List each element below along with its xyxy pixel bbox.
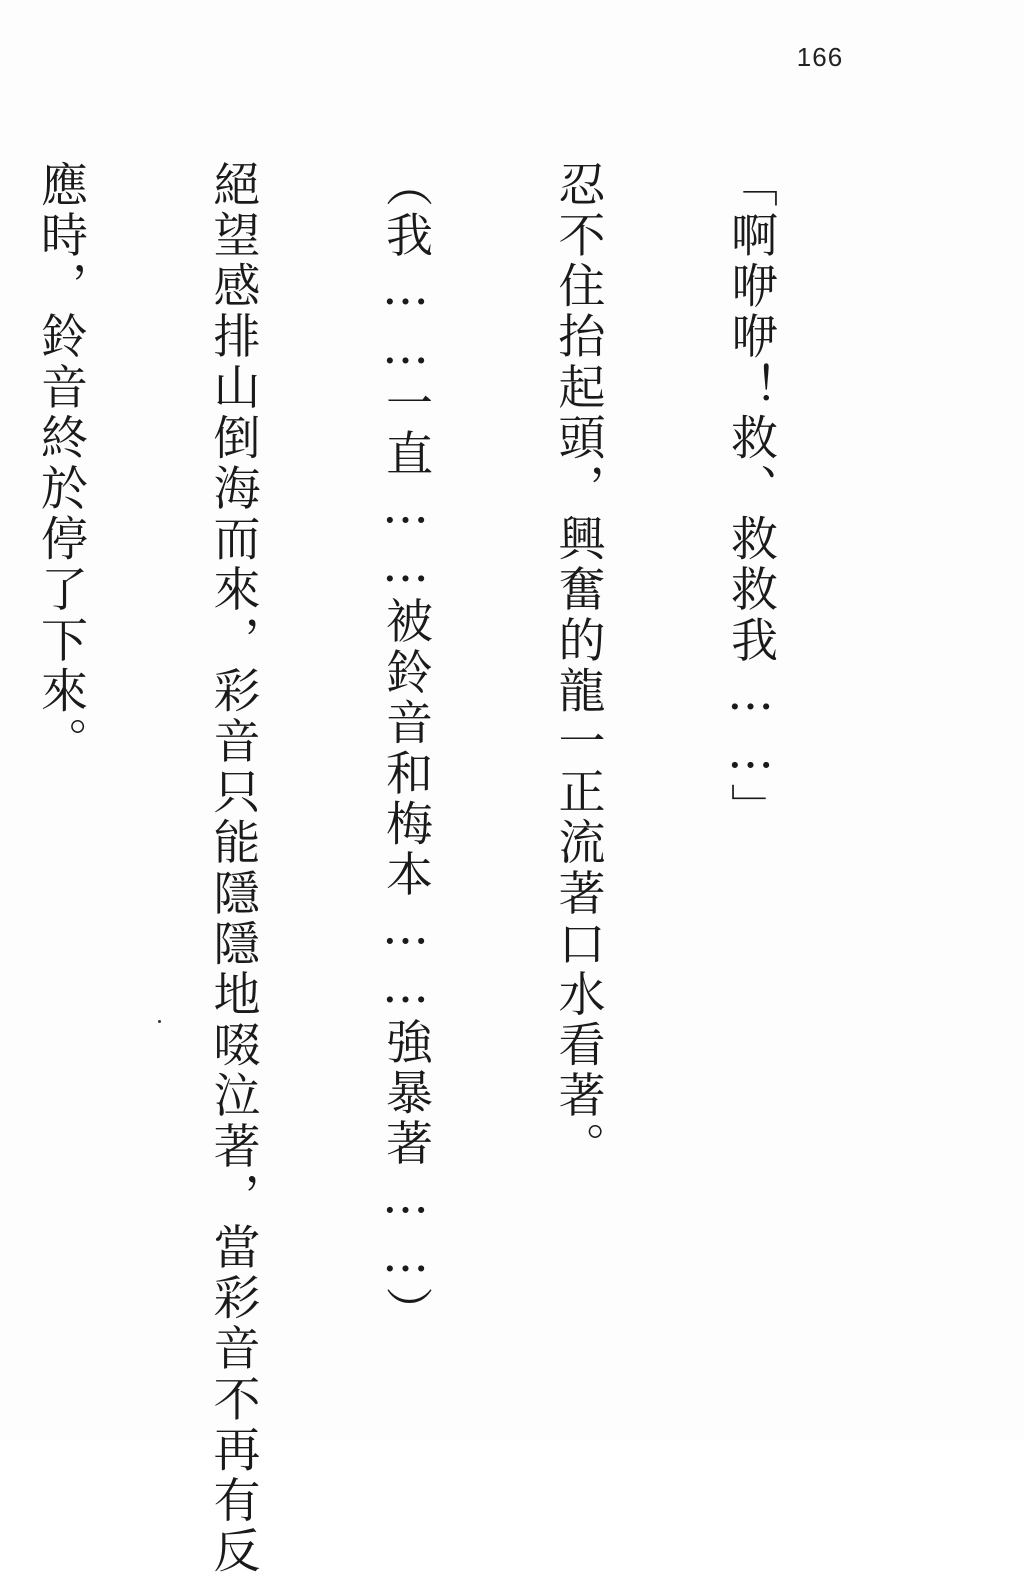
text-line-5: 應時，鈴音終於停了下來。 bbox=[33, 160, 88, 768]
text-line-3: （我……一直……被鈴音和梅本……強暴著……） bbox=[378, 160, 433, 1338]
text-line-2: 忍不住抬起頭，興奮的龍一正流著口水看著。 bbox=[550, 160, 606, 1172]
text-line-4: 絕望感排山倒海而來，彩音只能隱隱地啜泣著，當彩音不再有反 bbox=[205, 160, 261, 1577]
vertical-text-body bbox=[0, 160, 894, 1577]
text-line-1: 「啊咿咿！救、救救我……」 bbox=[723, 160, 778, 834]
scan-speck bbox=[158, 1020, 161, 1023]
page-number: 166 bbox=[796, 42, 844, 72]
